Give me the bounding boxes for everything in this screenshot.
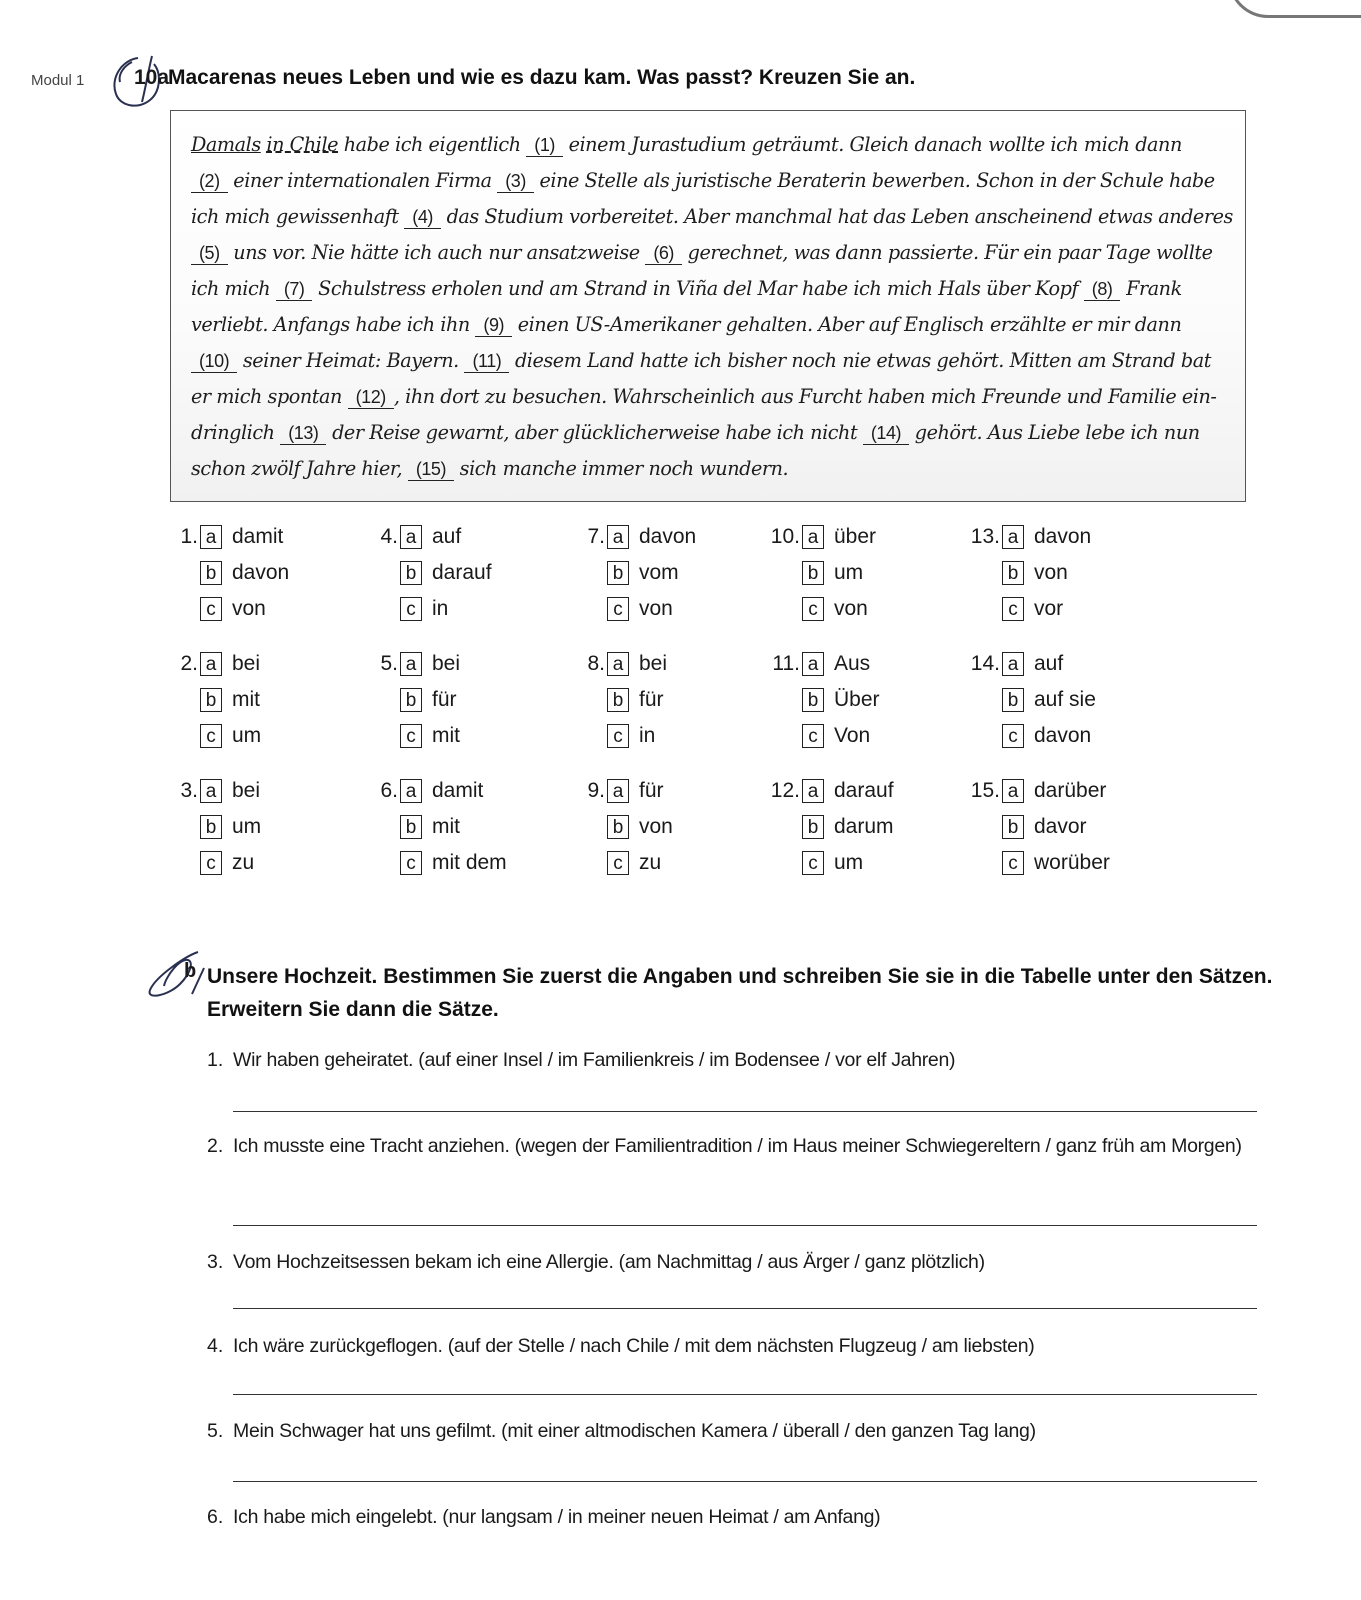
answer-line[interactable] xyxy=(233,1308,1257,1309)
option-checkbox[interactable]: a xyxy=(607,525,629,549)
option-c[interactable] xyxy=(802,849,863,877)
question-13 xyxy=(970,523,1170,633)
option-label: bei xyxy=(639,652,668,675)
cloze-gap: (4) xyxy=(404,206,441,229)
question-number: 4. xyxy=(380,525,398,548)
option-label: auf xyxy=(1034,652,1064,675)
option-label: mit xyxy=(232,688,260,711)
question-4 xyxy=(368,523,568,633)
cloze-text-segment: schon zwölf Jahre hier, xyxy=(191,457,408,480)
option-label: von xyxy=(639,597,673,620)
exercise-b-title: Unsere Hochzeit. Bestimmen Sie zuerst die Angaben und schreiben Sie sie in die Tabelle unter den Sätzen. Erweitern Sie dann die Sätze. xyxy=(207,965,1273,1021)
question-11 xyxy=(770,650,970,760)
option-c[interactable] xyxy=(607,849,661,877)
option-a[interactable] xyxy=(802,777,894,805)
cloze-text-segment: einen US-Amerikaner gehalten. Aber auf Englisch erzählte er mir dann xyxy=(512,313,1182,336)
option-a[interactable] xyxy=(1002,650,1063,678)
option-label: davon xyxy=(232,561,290,584)
cloze-line xyxy=(191,127,1231,163)
option-checkbox[interactable]: b xyxy=(802,815,824,839)
option-checkbox[interactable]: a xyxy=(400,652,422,676)
option-b[interactable] xyxy=(400,559,492,587)
cloze-line xyxy=(191,163,1231,199)
cloze-text-segment: uns vor. Nie hätte ich auch nur ansatzweise xyxy=(227,241,646,264)
cloze-gap: (13) xyxy=(280,422,326,445)
option-label: Aus xyxy=(834,652,871,675)
option-b[interactable] xyxy=(400,686,457,714)
option-c[interactable] xyxy=(400,595,448,623)
option-checkbox[interactable]: b xyxy=(200,688,222,712)
option-checkbox[interactable]: b xyxy=(802,688,824,712)
handwritten-loop-icon xyxy=(146,946,210,1002)
option-a[interactable] xyxy=(802,523,876,551)
option-checkbox[interactable]: c xyxy=(1002,597,1024,621)
cloze-text-segment: einem Jurastudium geträumt. Gleich danach wollte ich mich dann xyxy=(562,133,1182,156)
sentence-item xyxy=(207,1131,1257,1162)
cloze-gap: (8) xyxy=(1084,278,1121,301)
option-checkbox[interactable]: b xyxy=(607,688,629,712)
question-12 xyxy=(770,777,970,887)
option-c[interactable] xyxy=(607,722,655,750)
option-c[interactable] xyxy=(200,722,261,750)
option-label: für xyxy=(639,779,664,802)
question-8 xyxy=(575,650,775,760)
option-label: damit xyxy=(432,779,484,802)
cloze-text-segment: gerechnet, was dann passierte. Für ein paar Tage wollte xyxy=(681,241,1213,264)
cloze-gap: (2) xyxy=(191,170,228,193)
cloze-text xyxy=(191,127,1231,487)
question-3 xyxy=(168,777,368,887)
question-number: 5. xyxy=(380,652,398,675)
option-checkbox[interactable]: c xyxy=(1002,724,1024,748)
cloze-line xyxy=(191,271,1231,307)
option-checkbox[interactable]: a xyxy=(1002,652,1024,676)
sentence-item xyxy=(207,1416,1257,1447)
option-a[interactable] xyxy=(200,650,260,678)
sentence-item xyxy=(207,1045,1257,1076)
answer-line[interactable] xyxy=(233,1225,1257,1226)
option-label: zu xyxy=(639,851,662,874)
option-label: worüber xyxy=(1034,851,1110,874)
sentence-text: Wir haben geheiratet. (auf einer Insel / im Familienkreis / im Bodensee / vor elf Jahren) xyxy=(233,1049,956,1071)
option-label: davon xyxy=(639,525,697,548)
option-checkbox[interactable]: b xyxy=(200,815,222,839)
modul-label: Modul 1 xyxy=(31,72,85,89)
cloze-gap: (1) xyxy=(526,134,563,157)
cloze-text-segment: Frank xyxy=(1120,277,1182,300)
option-c[interactable] xyxy=(200,595,266,623)
option-label: für xyxy=(639,688,664,711)
cloze-gap: (9) xyxy=(475,314,512,337)
option-label: für xyxy=(432,688,457,711)
option-b[interactable] xyxy=(1002,686,1096,714)
question-number: 7. xyxy=(587,525,605,548)
question-number: 1. xyxy=(180,525,198,548)
option-a[interactable] xyxy=(400,777,483,805)
option-a[interactable] xyxy=(607,523,696,551)
question-15 xyxy=(970,777,1170,887)
sentence-text: Ich wäre zurückgeflogen. (auf der Stelle / nach Chile / mit dem nächsten Flugzeug / am liebsten) xyxy=(233,1335,1035,1357)
option-label: davon xyxy=(1034,724,1092,747)
question-2 xyxy=(168,650,368,760)
answer-line[interactable] xyxy=(233,1111,1257,1112)
option-checkbox[interactable]: a xyxy=(802,779,824,803)
option-a[interactable] xyxy=(1002,777,1106,805)
question-1 xyxy=(168,523,368,633)
question-5 xyxy=(368,650,568,760)
cloze-gap: (12) xyxy=(348,386,394,409)
exercise-number-badge xyxy=(108,52,168,112)
sentence-item xyxy=(207,1247,1257,1278)
option-checkbox[interactable]: b xyxy=(607,561,629,585)
option-b[interactable] xyxy=(400,813,460,841)
option-checkbox[interactable]: c xyxy=(200,597,222,621)
option-checkbox[interactable]: b xyxy=(1002,561,1024,585)
option-a[interactable] xyxy=(400,650,460,678)
option-label: vor xyxy=(1034,597,1064,620)
option-label: von xyxy=(834,597,868,620)
question-6 xyxy=(368,777,568,887)
option-checkbox[interactable]: a xyxy=(200,525,222,549)
cloze-line xyxy=(191,199,1231,235)
cloze-text-segment: verliebt. Anfangs habe ich ihn xyxy=(191,313,476,336)
option-checkbox[interactable]: b xyxy=(1002,815,1024,839)
option-b[interactable] xyxy=(1002,813,1087,841)
question-number: 2. xyxy=(180,652,198,675)
cloze-text-segment: seiner Heimat: Bayern. xyxy=(237,349,465,372)
cloze-line xyxy=(191,343,1231,379)
sentence-item xyxy=(207,1331,1257,1362)
question-number: 10. xyxy=(770,525,800,548)
cloze-gap: (3) xyxy=(497,170,534,193)
option-b[interactable] xyxy=(607,813,673,841)
option-checkbox[interactable]: b xyxy=(400,815,422,839)
option-label: davor xyxy=(1034,815,1087,838)
question-10 xyxy=(770,523,970,633)
option-c[interactable] xyxy=(1002,595,1063,623)
cloze-text-segment: diesem Land hatte ich bisher noch nie etwas gehört. Mitten am Strand bat xyxy=(509,349,1211,372)
option-checkbox[interactable]: a xyxy=(400,779,422,803)
cloze-text-segment: gehört. Aus Liebe lebe ich nun xyxy=(909,421,1200,444)
option-checkbox[interactable]: c xyxy=(607,724,629,748)
option-label: bei xyxy=(232,779,261,802)
option-label: über xyxy=(834,525,877,548)
option-checkbox[interactable]: c xyxy=(802,851,824,875)
option-a[interactable] xyxy=(400,523,461,551)
cloze-text-segment: in Chile xyxy=(266,133,339,156)
question-number: 8. xyxy=(587,652,605,675)
option-c[interactable] xyxy=(1002,849,1110,877)
option-checkbox[interactable]: a xyxy=(200,652,222,676)
cloze-gap: (10) xyxy=(191,350,237,373)
exercise-b-letter: b xyxy=(184,960,197,982)
option-label: in xyxy=(432,597,449,620)
cloze-text-segment: einer internationalen Firma xyxy=(227,169,498,192)
option-b[interactable] xyxy=(802,559,863,587)
exercise-b-badge xyxy=(146,946,210,1006)
cloze-text-segment: der Reise gewarnt, aber glücklicherweise habe ich nicht xyxy=(326,421,863,444)
option-b[interactable] xyxy=(607,686,664,714)
option-b[interactable] xyxy=(200,559,289,587)
option-a[interactable] xyxy=(607,650,667,678)
cloze-text-segment: ich mich gewissenhaft xyxy=(191,205,405,228)
sentence-item xyxy=(207,1502,1257,1533)
option-a[interactable] xyxy=(200,523,283,551)
option-label: vom xyxy=(639,561,679,584)
sentence-number: 1. xyxy=(207,1049,224,1071)
cloze-line xyxy=(191,379,1231,415)
cloze-gap: (11) xyxy=(464,350,509,373)
cloze-gap: (7) xyxy=(276,278,313,301)
cloze-gap: (6) xyxy=(645,242,682,265)
option-label: Über xyxy=(834,688,880,711)
option-label: damit xyxy=(232,525,284,548)
option-a[interactable] xyxy=(607,777,664,805)
answer-line[interactable] xyxy=(233,1481,1257,1482)
option-checkbox[interactable]: c xyxy=(400,851,422,875)
sentence-number: 4. xyxy=(207,1335,224,1357)
question-number: 14. xyxy=(970,652,1000,675)
exercise-title: Macarenas neues Leben und wie es dazu kam. Was passt? Kreuzen Sie an. xyxy=(168,66,916,89)
cloze-line xyxy=(191,415,1231,451)
option-c[interactable] xyxy=(400,722,460,750)
sentence-number: 3. xyxy=(207,1251,224,1273)
cloze-text-segment: Schulstress erholen und am Strand in Viña del Mar habe ich mich Hals über Kopf xyxy=(312,277,1084,300)
option-label: um xyxy=(232,815,262,838)
cloze-text-segment: dringlich xyxy=(191,421,281,444)
option-checkbox[interactable]: a xyxy=(802,652,824,676)
question-14 xyxy=(970,650,1170,760)
option-checkbox[interactable]: c xyxy=(607,597,629,621)
cloze-text-segment: , ihn dort zu besuchen. Wahrscheinlich aus Furcht haben mich Freunde und Familie ein- xyxy=(393,385,1217,408)
cloze-text-segment: er mich spontan xyxy=(191,385,348,408)
question-number: 15. xyxy=(970,779,1000,802)
option-label: mit xyxy=(432,724,460,747)
cloze-gap: (14) xyxy=(863,422,909,445)
option-b[interactable] xyxy=(1002,559,1068,587)
question-9 xyxy=(575,777,775,887)
option-checkbox[interactable]: a xyxy=(400,525,422,549)
option-c[interactable] xyxy=(802,595,868,623)
option-c[interactable] xyxy=(802,722,870,750)
cloze-gap: (15) xyxy=(408,458,454,481)
cloze-text-segment: das Studium vorbereitet. Aber manchmal hat das Leben anscheinend etwas anderes xyxy=(440,205,1233,228)
option-label: darauf xyxy=(834,779,894,802)
option-checkbox[interactable]: b xyxy=(200,561,222,585)
cloze-text-segment: eine Stelle als juristische Beraterin bewerben. Schon in der Schule habe xyxy=(533,169,1215,192)
cloze-text-segment: ich mich xyxy=(191,277,276,300)
option-checkbox[interactable]: c xyxy=(802,724,824,748)
option-label: um xyxy=(232,724,262,747)
option-label: von xyxy=(1034,561,1068,584)
option-checkbox[interactable]: c xyxy=(200,851,222,875)
question-number: 6. xyxy=(380,779,398,802)
option-checkbox[interactable]: b xyxy=(400,688,422,712)
option-label: auf sie xyxy=(1034,688,1096,711)
cloze-gap: (5) xyxy=(191,242,228,265)
cloze-line xyxy=(191,451,1231,487)
option-label: um xyxy=(834,851,864,874)
option-b[interactable] xyxy=(200,813,261,841)
cloze-line xyxy=(191,307,1231,343)
option-label: Von xyxy=(834,724,871,747)
answer-line[interactable] xyxy=(233,1394,1257,1395)
option-checkbox[interactable]: a xyxy=(200,779,222,803)
option-label: davon xyxy=(1034,525,1092,548)
question-number: 12. xyxy=(770,779,800,802)
question-number: 13. xyxy=(970,525,1000,548)
sentence-text: Mein Schwager hat uns gefilmt. (mit einer altmodischen Kamera / überall / den ganzen Tag lang) xyxy=(233,1420,1036,1442)
option-label: mit xyxy=(432,815,460,838)
sentence-text: Ich habe mich eingelebt. (nur langsam / in meiner neuen Heimat / am Anfang) xyxy=(233,1506,881,1528)
option-c[interactable] xyxy=(400,849,507,877)
option-b[interactable] xyxy=(802,813,894,841)
option-label: darum xyxy=(834,815,894,838)
option-label: von xyxy=(232,597,266,620)
option-checkbox[interactable]: a xyxy=(802,525,824,549)
option-checkbox[interactable]: c xyxy=(1002,851,1024,875)
cloze-text-segment: sich manche immer noch wundern. xyxy=(454,457,789,480)
sentence-number: 5. xyxy=(207,1420,224,1442)
option-label: darauf xyxy=(432,561,492,584)
option-checkbox[interactable]: b xyxy=(1002,688,1024,712)
cloze-text-segment: Damals xyxy=(191,133,261,156)
sentence-number: 6. xyxy=(207,1506,224,1528)
option-checkbox[interactable]: a xyxy=(1002,525,1024,549)
question-number: 9. xyxy=(587,779,605,802)
sentence-text: Vom Hochzeitsessen bekam ich eine Allergie. (am Nachmittag / aus Ärger / ganz plötzlich) xyxy=(233,1251,985,1273)
option-b[interactable] xyxy=(607,559,679,587)
option-checkbox[interactable]: c xyxy=(802,597,824,621)
question-number: 11. xyxy=(772,652,800,675)
option-label: zu xyxy=(232,851,255,874)
option-checkbox[interactable]: c xyxy=(200,724,222,748)
cloze-text-segment: habe ich eigentlich xyxy=(338,133,527,156)
option-label: bei xyxy=(232,652,261,675)
option-checkbox[interactable]: a xyxy=(607,779,629,803)
sentence-text: Ich musste eine Tracht anziehen. (wegen der Familientradition / im Haus meiner Schwiegereltern / ganz früh am Morgen) xyxy=(233,1135,1242,1157)
option-label: von xyxy=(639,815,673,838)
option-b[interactable] xyxy=(802,686,880,714)
option-a[interactable] xyxy=(1002,523,1091,551)
option-checkbox[interactable]: b xyxy=(802,561,824,585)
cloze-text-box xyxy=(170,110,1246,502)
sentence-number: 2. xyxy=(207,1135,224,1157)
option-label: in xyxy=(639,724,656,747)
option-c[interactable] xyxy=(607,595,673,623)
option-c[interactable] xyxy=(1002,722,1091,750)
option-label: mit dem xyxy=(432,851,507,874)
option-checkbox[interactable]: c xyxy=(607,851,629,875)
exercise-number: 10a xyxy=(134,66,170,89)
scan-corner-mark xyxy=(1228,0,1361,18)
option-a[interactable] xyxy=(200,777,260,805)
option-a[interactable] xyxy=(802,650,870,678)
option-c[interactable] xyxy=(200,849,254,877)
option-checkbox[interactable]: b xyxy=(607,815,629,839)
option-label: bei xyxy=(432,652,461,675)
option-b[interactable] xyxy=(200,686,260,714)
cloze-line xyxy=(191,235,1231,271)
option-label: auf xyxy=(432,525,462,548)
option-checkbox[interactable]: c xyxy=(400,724,422,748)
option-checkbox[interactable]: c xyxy=(400,597,422,621)
option-checkbox[interactable]: a xyxy=(1002,779,1024,803)
question-number: 3. xyxy=(180,779,198,802)
option-checkbox[interactable]: a xyxy=(607,652,629,676)
question-7 xyxy=(575,523,775,633)
option-checkbox[interactable]: b xyxy=(400,561,422,585)
option-label: darüber xyxy=(1034,779,1107,802)
option-label: um xyxy=(834,561,864,584)
answer-options-grid xyxy=(168,523,1228,893)
